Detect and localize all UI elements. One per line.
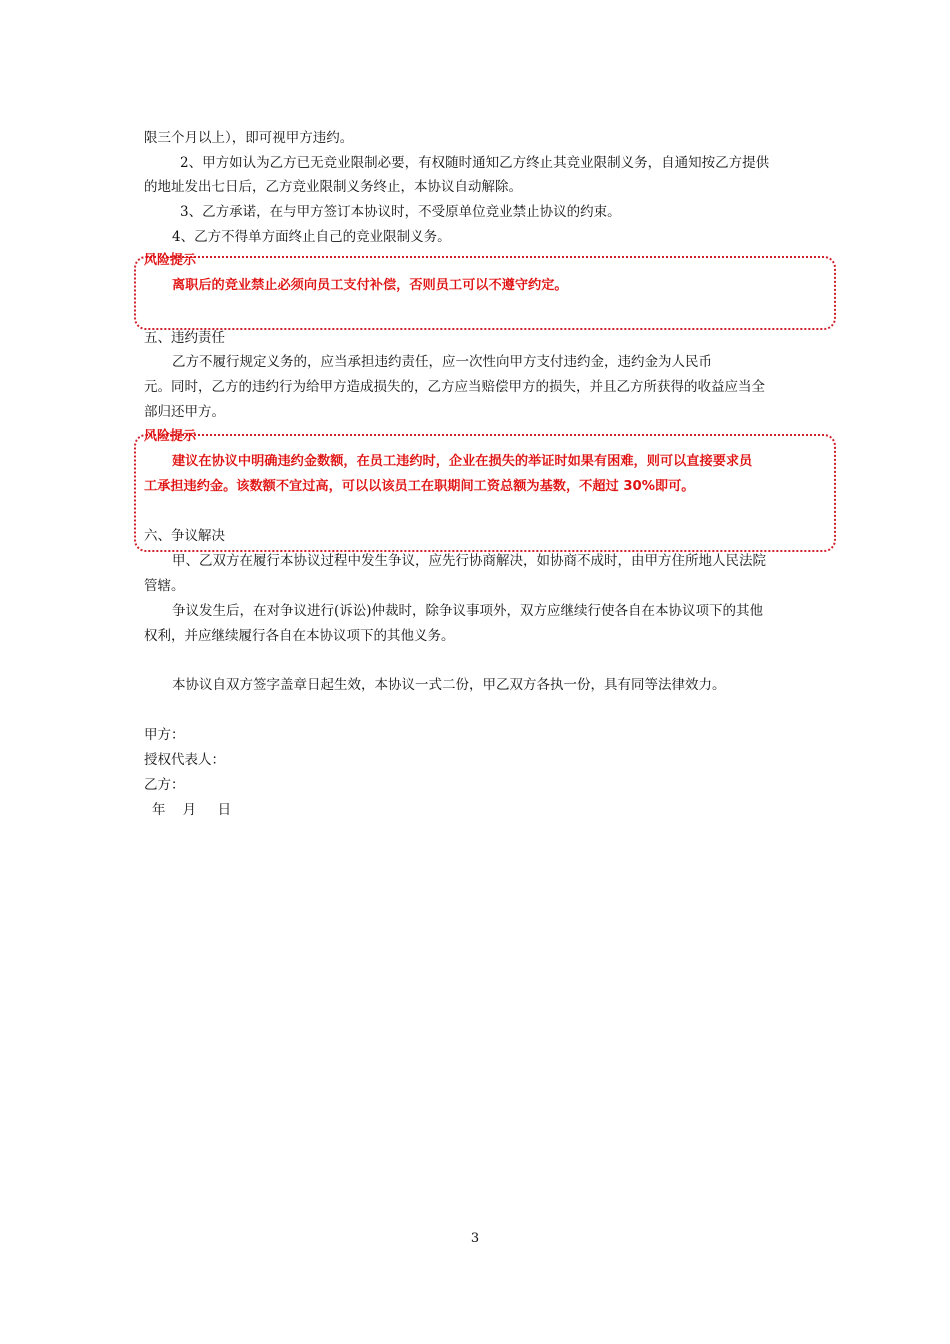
paragraph-line: 管辖。 [144,578,185,594]
paragraph-line: 权利，并应继续履行各自在本协议项下的其他义务。 [144,628,455,644]
risk-notice-text: 建议在协议中明确违约金数额，在员工违约时，企业在损失的举证时如果有困难，则可以直接要求员 [172,454,753,469]
page-number: 3 [470,1231,480,1246]
signature-date: 年 月 日 [152,802,232,818]
section-heading: 六、争议解决 [144,528,225,544]
paragraph-line: 甲、乙双方在履行本协议过程中发生争议，应先行协商解决，如协商不成时，由甲方住所地人民法院 [172,553,766,569]
paragraph-line: 元。同时，乙方的违约行为给甲方造成损失的，乙方应当赔偿甲方的损失，并且乙方所获得的收益应当全 [144,379,765,395]
risk-notice-title: 风险提示 [144,429,197,444]
risk-notice-text: 工承担违约金。该数额不宜过高，可以以该员工在职期间工资总额为基数，不超过 30%即可。 [144,479,695,494]
paragraph-line: 乙方不履行规定义务的，应当承担违约责任，应一次性向甲方支付违约金，违约金为人民币 [172,354,712,370]
paragraph-line: 的地址发出七日后，乙方竞业限制义务终止，本协议自动解除。 [144,179,522,195]
paragraph-line: 2、甲方如认为乙方已无竞业限制必要，有权随时通知乙方终止其竞业限制义务，自通知按乙方提供 [180,155,770,171]
signature-representative: 授权代表人： [144,752,225,768]
signature-party-b: 乙方： [144,777,185,793]
risk-notice-title: 风险提示 [144,253,197,268]
paragraph-line: 限三个月以上），即可视甲方违约。 [144,130,354,146]
paragraph-line: 4、乙方不得单方面终止自己的竞业限制义务。 [172,229,451,245]
signature-party-a: 甲方： [144,727,185,743]
effective-clause: 本协议自双方签字盖章日起生效，本协议一式二份，甲乙双方各执一份，具有同等法律效力。 [172,677,726,693]
section-heading: 五、违约责任 [144,330,225,346]
risk-notice-text: 离职后的竞业禁止必须向员工支付补偿，否则员工可以不遵守约定。 [172,278,568,293]
paragraph-line: 3、乙方承诺，在与甲方签订本协议时，不受原单位竞业禁止协议的约束。 [180,204,621,220]
paragraph-line: 争议发生后，在对争议进行(诉讼)仲裁时，除争议事项外，双方应继续行使各自在本协议项下的其他 [172,603,764,619]
paragraph-line: 部归还甲方。 [144,404,225,420]
